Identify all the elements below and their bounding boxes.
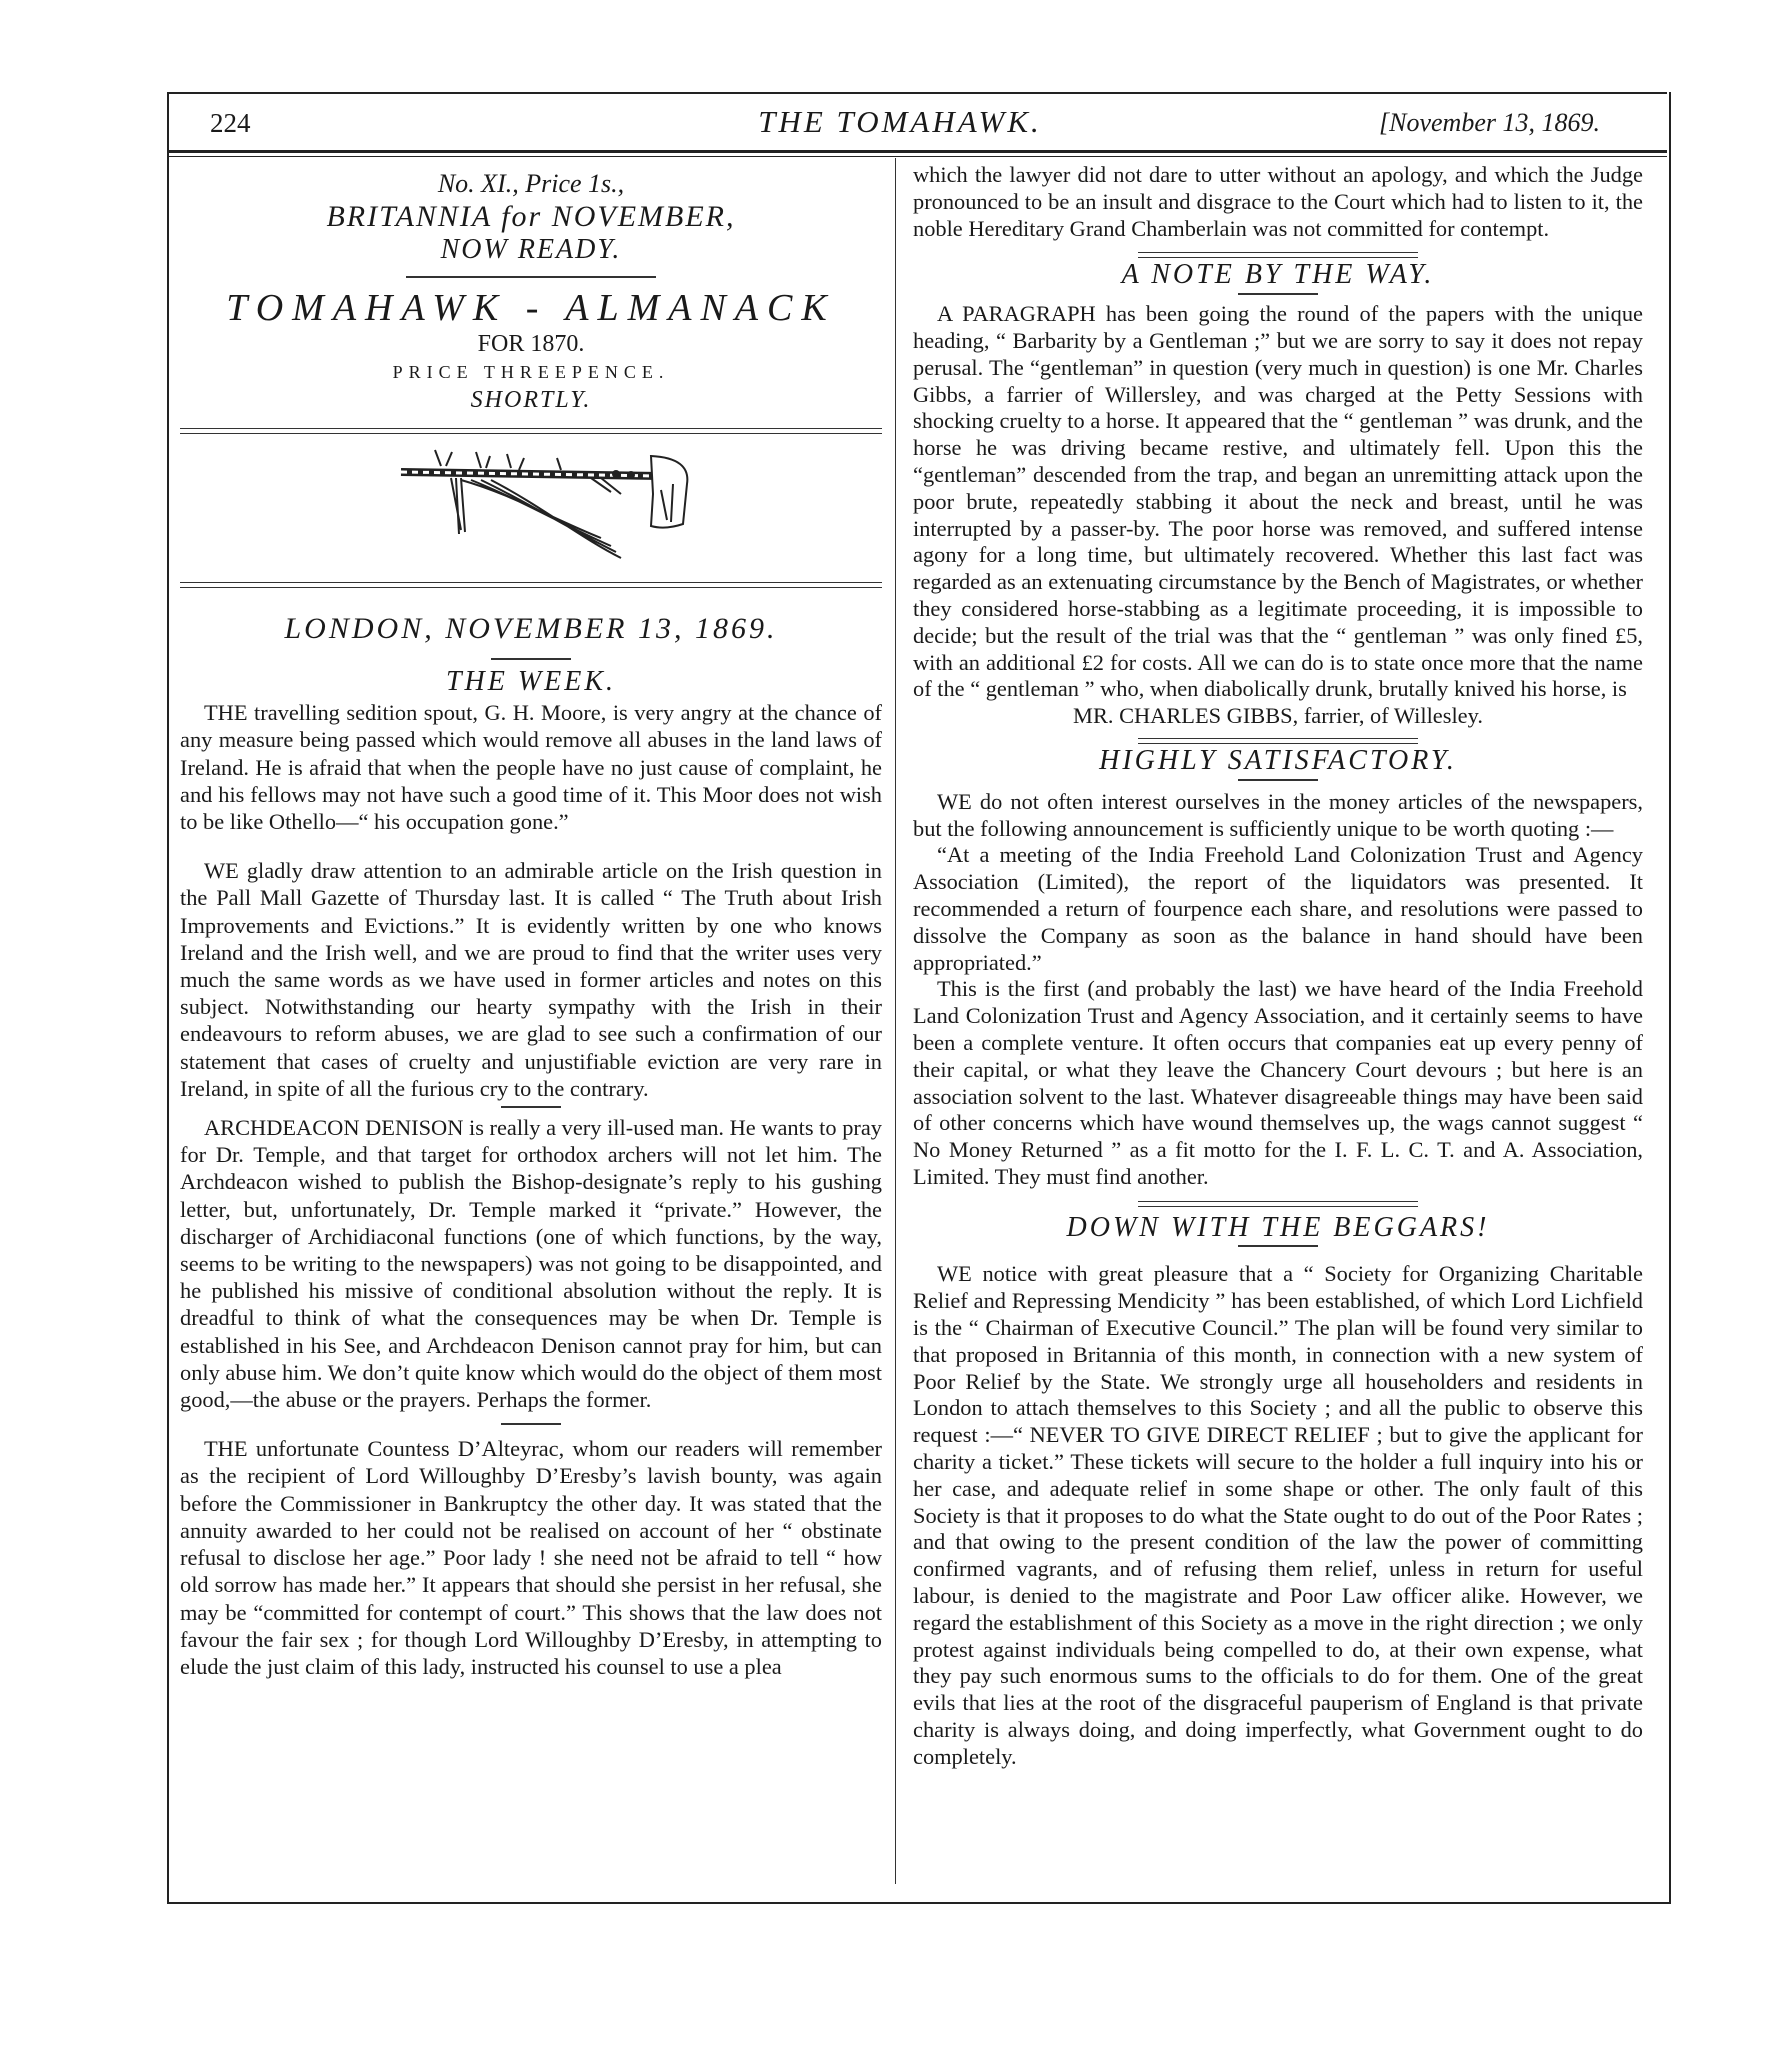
tomahawk-emblem — [180, 434, 882, 584]
beggars-body: WE notice with great pleasure that a “ Society for Organizing Charitable Relief and Repressing Mendicity ” has been established, of which Lord Lichfield is the “ Chairman of Executive Council.” The plan will be found very similar to that proposed in Britannia of this month, in connection with a new system of Poor Relief by the State. We strongly urge all householders and residents in London to attach themselves to this Society ; and all the public to observe this request :—“ NEVER TO GIVE DIRECT RELIEF ; but to give the applicant for charity a ticket.” These tickets will secure to the holder a full inquiry into his or her case, and adequate relief in some shape or other. The only fault of this Society is that it proposes to do what the State ought to do out of the Poor Rates ; and that owing to the present condition of the law the power of committing confirmed vagrants, and of refusing them relief, unless in return for useful labour, is denied to the magistrate and Poor Law officer alike. However, we regard the establishment of this Society as a move in the right direction ; we only protest against individuals being compelled to do, at their own expense, what they pay such enormous sums to the officials to do for them. One of the great evils that lies at the root of the disgraceful pauperism of England is that private charity is always doing, and doing imperfectly, what Government ought to do completely. — [913, 1261, 1643, 1769]
section-rule — [1138, 738, 1418, 744]
satisfactory-heading: HIGHLY SATISFACTORY. — [1099, 744, 1457, 776]
section-rule — [1138, 1201, 1418, 1207]
beggars-heading: DOWN WITH THE BEGGARS! — [1066, 1211, 1490, 1243]
dateline-divider — [491, 658, 571, 660]
para-divider — [501, 1106, 561, 1108]
gap — [180, 835, 882, 857]
almanack-price: PRICE THREEPENCE. — [392, 362, 670, 382]
header-rule-thin — [167, 156, 1667, 157]
note-name-line: MR. CHARLES GIBBS, farrier, of Willesley. — [1073, 703, 1483, 729]
week-paragraph-irish: WE gladly draw attention to an admirable article on the Irish question in the Pall Mall Gazette of Thursday last. It is called “ The Truth about Irish Improvements and Evictions.” It is evidently written by one who knows Ireland and the Irish well, and we are proud to find that the writer uses very much the same words as we have used in former articles and notes on this subject. Notwithstanding our hearty sympathy with the Irish in their endeavours to reform abuses, we are glad to see such a confirmation of our statement that cases of cruelty and unjustifiable eviction are very rare in Ireland, in spite of all the furious cry to the contrary. — [180, 858, 882, 1101]
column-divider — [895, 158, 896, 1884]
left-column — [180, 162, 882, 1680]
note-heading: A NOTE BY THE WAY. — [1121, 259, 1435, 291]
page-header — [200, 104, 1600, 144]
satisfactory-body: This is the first (and probably the last) we have heard of the India Freehold Land Colonization Trust and Agency Association, and it certainly seems to have been a complete venture. It often occurs that companies eat up every penny of their capital, or what they leave the Chancery Court devours ; but here is an association solvent to the last. Whatever disagreeable things may have been said of other concerns which have wound themselves up, the wags cannot suggest “ No Money Returned ” as a fit motto for the I. F. L. C. T. and A. Association, Limited. They must find another. — [913, 976, 1643, 1189]
almanack-title: TOMAHAWK - ALMANACK — [226, 287, 836, 329]
almanack-shortly: SHORTLY. — [470, 387, 592, 413]
britannia-ad-status: NOW READY. — [440, 234, 622, 265]
britannia-ad-title: BRITANNIA for NOVEMBER, — [326, 200, 736, 233]
page-number: 224 — [210, 108, 251, 138]
continued-paragraph: which the lawyer did not dare to utter without an apology, and which the Judge pronounced to be an insult and disgrace to the Court which had to listen to it, the noble Hereditary Grand Chamberlain was not committed for contempt. — [913, 162, 1643, 241]
note-body: A PARAGRAPH has been going the round of the papers with the unique heading, “ Barbarity by a Gentleman ;” but we are sorry to say it does not repay perusal. The “gentleman” in question (very much in question) is one Mr. Charles Gibbs, a farrier of Willersley, and was charged at the Petty Sessions with shocking cruelty to a horse. It appeared that the “ gentleman ” was drunk, and the horse he was driving became restive, and ultimately fell. Upon this the “gentleman” descended from the trap, and began an unremitting attack upon the poor brute, repeatedly stabbing it about the neck and breast, until he was interrupted by a passer-by. The poor horse was removed, and suffered intense agony for a long time, but ultimately recovered. Whether this last fact was regarded as an extenuating circumstance by the Bench of Magistrates, or whether they considered horse-stabbing as a legitimate proceeding, it is impossible to decide; but the result of the trial was that the “ gentleman ” was only fined £5, with an additional £2 for costs. All we can do is to state once more that the name of the “ gentleman ” who, when diabolically drunk, brutally knived his horse, is — [913, 301, 1643, 702]
section-rule — [1138, 252, 1418, 258]
ad-divider — [406, 276, 656, 278]
satisfactory-quote: “At a meeting of the India Freehold Land Colonization Trust and Agency Association (Limited), the report of the liquidators was presented. It recommended a return of fourpence each share, and resolutions were passed to dissolve the Company as soon as the balance in hand should have been appropriated.” — [913, 842, 1643, 975]
heading-divider — [1238, 779, 1318, 781]
issue-date: [November 13, 1869. — [1379, 108, 1600, 137]
tomahawk-icon — [361, 434, 701, 584]
header-rule — [167, 150, 1667, 153]
week-paragraph-denison: ARCHDEACON DENISON is really a very ill-used man. He wants to pray for Dr. Temple, and that target for orthodox archers will not let him. The Archdeacon wished to publish the Bishop-designate’s reply to his gushing letter, but, unfortunately, Dr. Temple marked it “private.” However, the discharger of Archidiaconal functions (one of which functions, by the way, seems to be writing to the newspapers) was not going to be disappointed, and he published his missive of conditional absolution without the reply. It is dreadful to think of what the consequences may be when Dr. Temple is established in his See, and Archdeacon Denison cannot pray for him, but can only abuse him. We don’t quite know which would do the object of them most good,—the abuse or the prayers. Perhaps the former. — [180, 1115, 882, 1413]
right-column — [913, 162, 1643, 1771]
britannia-ad-issue: No. XI., Price 1s., — [437, 169, 625, 198]
almanack-year: FOR 1870. — [477, 331, 585, 357]
week-heading: THE WEEK. — [445, 666, 617, 697]
heading-divider — [1238, 293, 1318, 295]
satisfactory-intro: WE do not often interest ourselves in the money articles of the newspapers, but the following announcement is sufficiently unique to be worth quoting :— — [913, 788, 1643, 841]
heading-divider — [1238, 1245, 1318, 1247]
running-title: THE TOMAHAWK. — [758, 104, 1042, 139]
para-divider — [501, 1423, 561, 1425]
week-paragraph-moore: THE travelling sedition spout, G. H. Moore, is very angry at the chance of any measure being passed which would remove all abuses in the land laws of Ireland. He is afraid that when the people have no just cause of complaint, he and his fellows may not have such a good time of it. This Moor does not wish to be like Othello—“ his occupation gone.” — [180, 700, 882, 835]
week-paragraph-countess: THE unfortunate Countess D’Alteyrac, whom our readers will remember as the recipient of Lord Willoughby D’Eresby’s lavish bounty, was again before the Commissioner in Bankruptcy the other day. It was stated that the annuity awarded to her could not be realised on account of her “ obstinate refusal to disclose her age.” Poor lady ! she need not be afraid to tell “ how old sorrow has made her.” It appears that should she persist in her refusal, she may be “committed for contempt of court.” This shows that the law does not favour the fair sex ; for though Lord Willoughby D’Eresby, in attempting to elude the just claim of this lady, instructed his counsel to use a plea — [180, 1436, 882, 1679]
dateline: LONDON, NOVEMBER 13, 1869. — [284, 612, 778, 645]
